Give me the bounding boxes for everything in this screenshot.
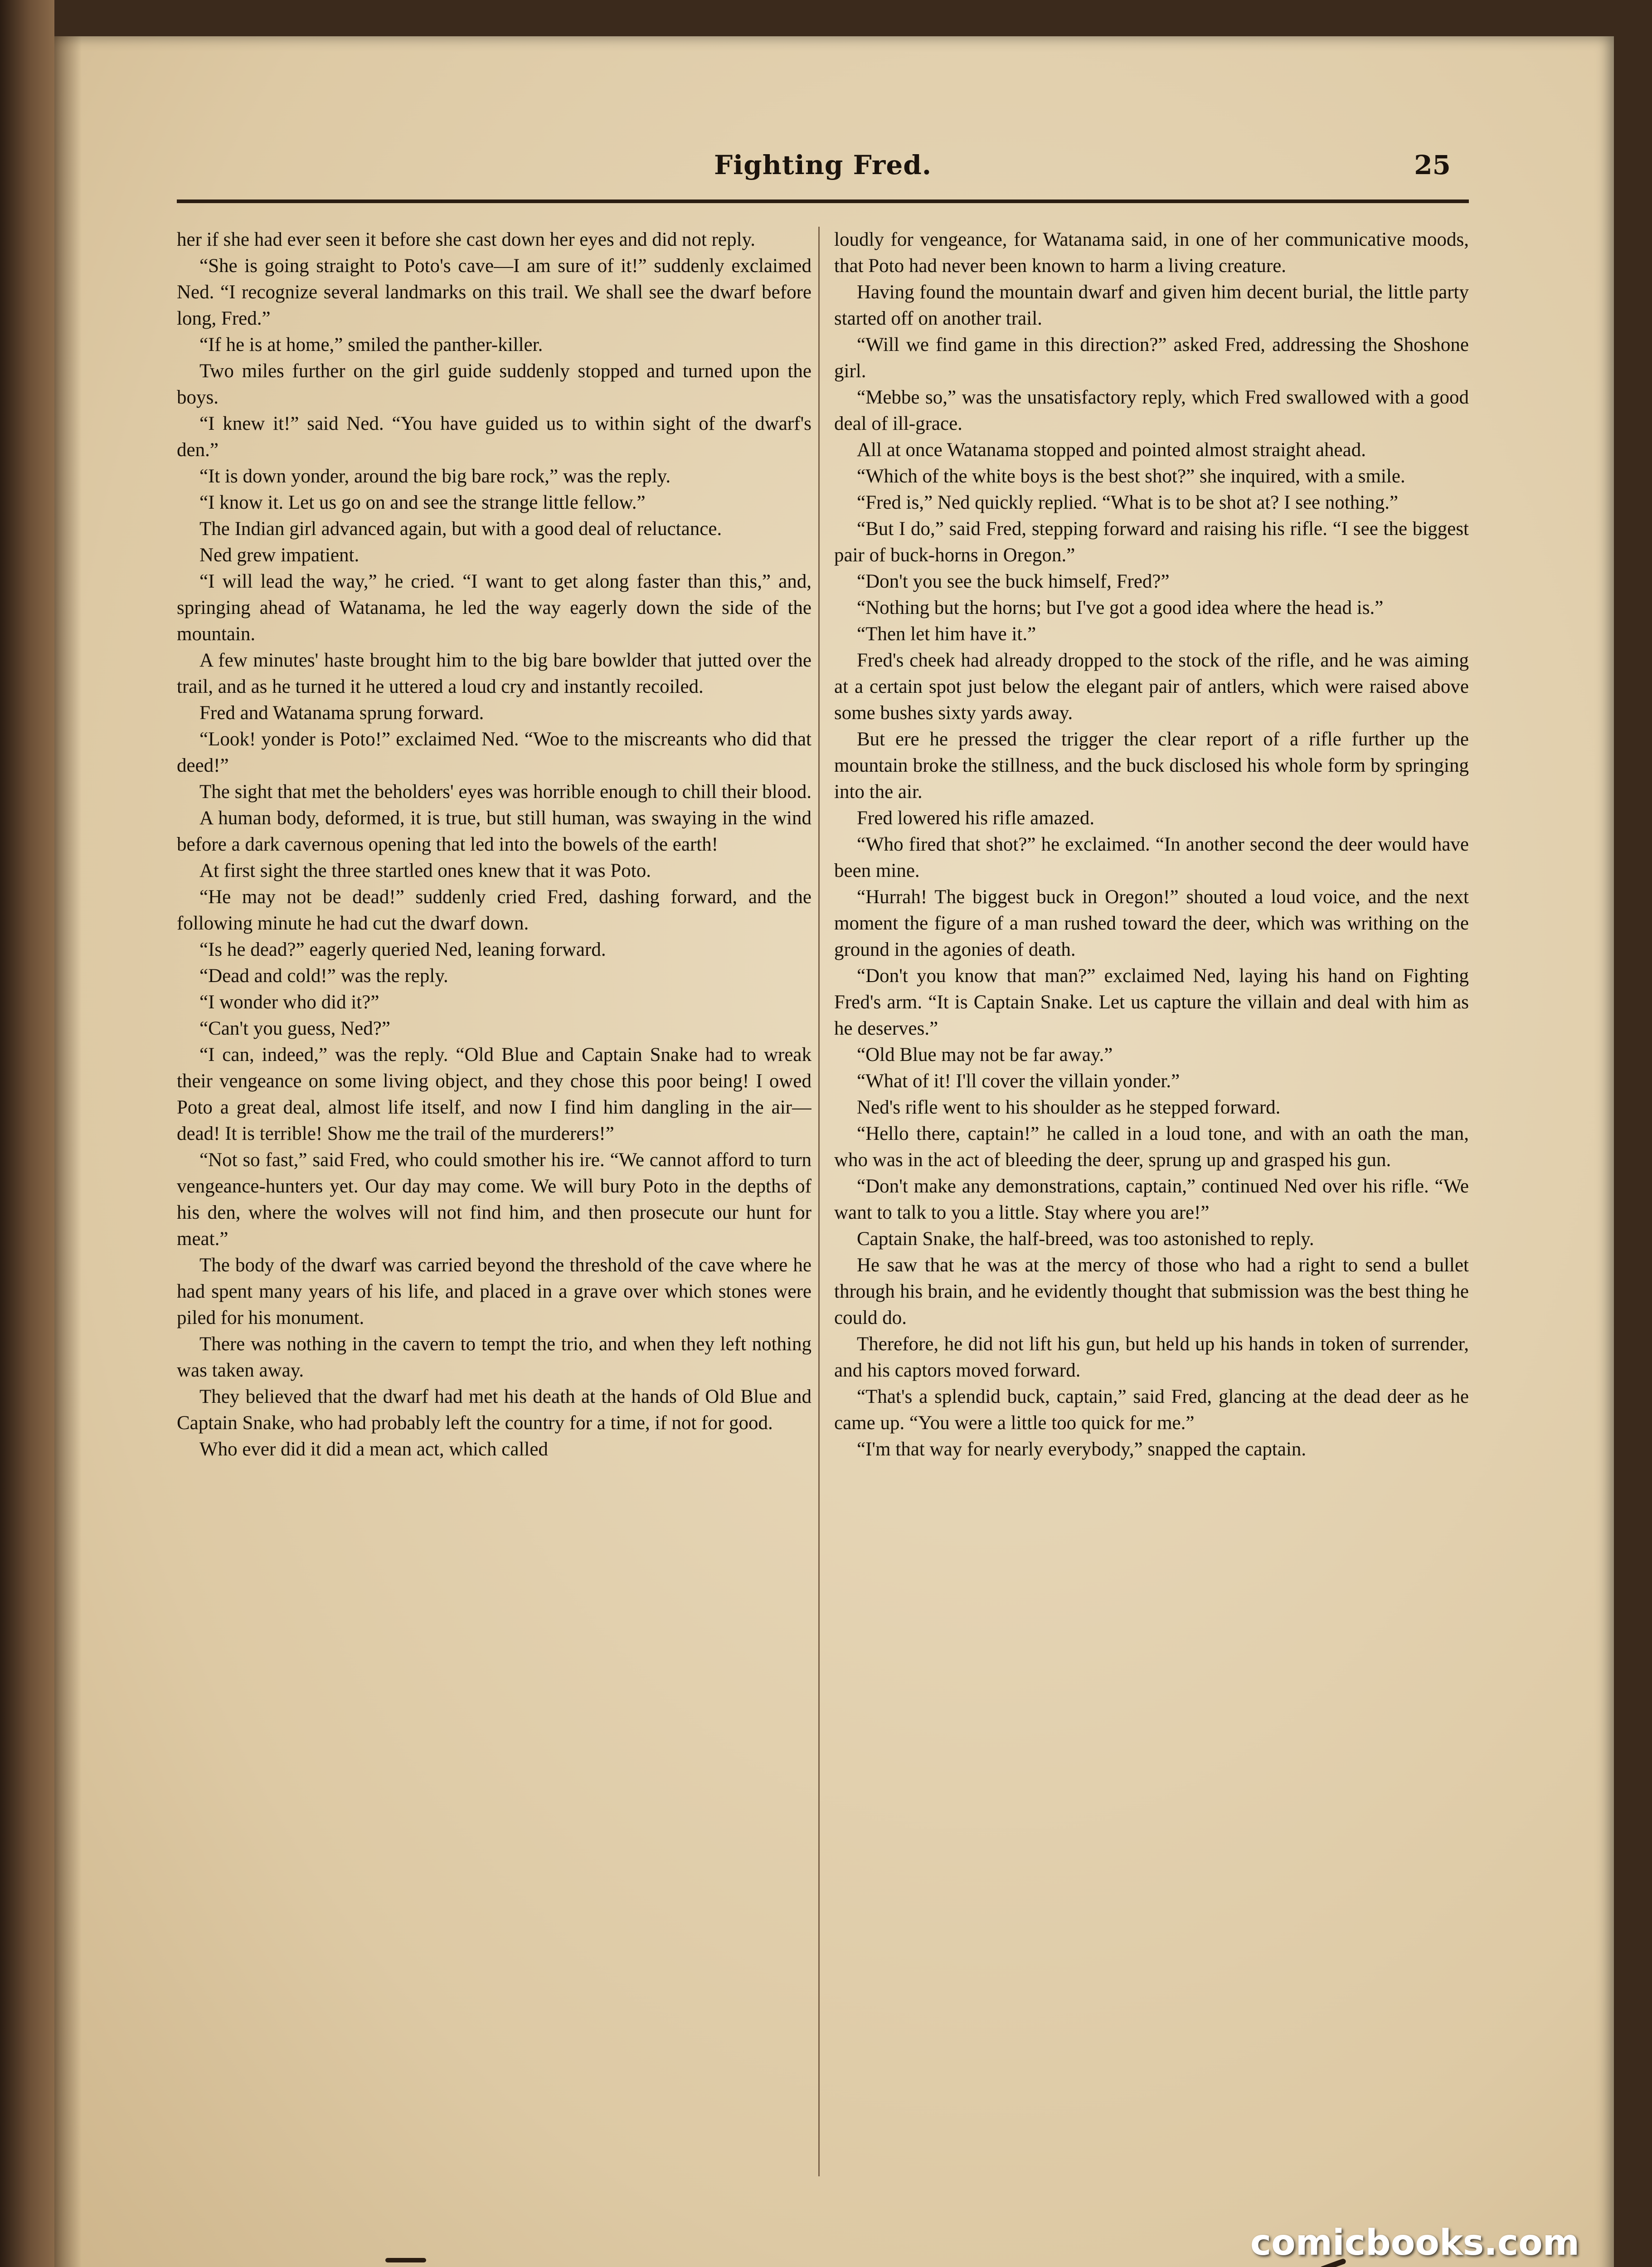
paragraph: “Fred is,” Ned quickly replied. “What is to be shot at? I see nothing.” xyxy=(857,492,1399,513)
paragraph: “Then let him have it.” xyxy=(857,623,1036,645)
paragraph: “Hello there, captain!” he called in a loud tone, and with an oath the man, who was in the act of bleeding the deer, sprung up and grasped his gun. xyxy=(834,1123,1469,1171)
paragraph: “He may not be dead!” suddenly cried Fred, dashing forward, and the following minute he had cut the dwarf down. xyxy=(177,886,811,934)
header-rule xyxy=(177,199,1469,203)
paragraph: Having found the mountain dwarf and given him decent burial, the little party started off on another trail. xyxy=(834,282,1469,329)
paragraph: “Not so fast,” said Fred, who could smother his ire. “We cannot afford to turn vengeance-hunters yet. Our day may come. We will bury Poto in the depths of his den, where the wolves will not find him, and then prosecute our hunt for meat.” xyxy=(177,1149,811,1250)
paragraph: A human body, deformed, it is true, but still human, was swaying in the wind before a dark cavernous opening that led into the bowels of the earth! xyxy=(177,808,811,855)
paragraph: “Mebbe so,” was the unsatisfactory reply, which Fred swallowed with a good deal of ill-grace. xyxy=(834,387,1469,434)
paragraph: They believed that the dwarf had met his death at the hands of Old Blue and Captain Snake, who had probably left the country for a time, if not for good. xyxy=(177,1386,811,1434)
paragraph: “Look! yonder is Poto!” exclaimed Ned. “Woe to the miscreants who did that deed!” xyxy=(177,729,811,776)
paragraph: “Old Blue may not be far away.” xyxy=(857,1044,1113,1065)
paragraph: “Is he dead?” eagerly queried Ned, leaning forward. xyxy=(199,939,606,960)
paragraph: loudly for vengeance, for Watanama said, in one of her communicative moods, that Poto had never been known to harm a living creature. xyxy=(834,229,1469,277)
paragraph: Two miles further on the girl guide suddenly stopped and turned upon the boys. xyxy=(177,360,811,408)
paragraph: “Will we find game in this direction?” asked Fred, addressing the Shoshone girl. xyxy=(834,334,1469,382)
paragraph: “I'm that way for nearly everybody,” snapped the captain. xyxy=(857,1439,1307,1460)
paragraph: “Hurrah! The biggest buck in Oregon!” shouted a loud voice, and the next moment the figure of a man rushed toward the deer, which was writhing on the ground in the agonies of death. xyxy=(834,886,1469,960)
paragraph: “I know it. Let us go on and see the strange little fellow.” xyxy=(199,492,646,513)
paragraph: “Don't you see the buck himself, Fred?” xyxy=(857,571,1170,592)
watermark: comicbooks.com xyxy=(1250,2223,1579,2263)
paragraph: “It is down yonder, around the big bare rock,” was the reply. xyxy=(199,466,671,487)
paragraph: Ned grew impatient. xyxy=(199,545,360,566)
paragraph: The body of the dwarf was carried beyond the threshold of the cave where he had spent many years of his life, and placed in a grave over which stones were piled for his monument. xyxy=(177,1255,811,1328)
paragraph: “I can, indeed,” was the reply. “Old Blue and Captain Snake had to wreak their vengeance on some living object, and they chose this poor being! I owed Poto a great deal, almost life itself, and now I find him dangling in the air—dead! It is terrible! Show me the trail of the murderers!” xyxy=(177,1044,811,1144)
scan-background-left xyxy=(0,0,54,2267)
paragraph: “What of it! I'll cover the villain yonder.” xyxy=(857,1070,1180,1092)
paragraph: The Indian girl advanced again, but with a good deal of reluctance. xyxy=(199,518,722,540)
paragraph: “If he is at home,” smiled the panther-killer. xyxy=(199,334,543,355)
paragraph: At first sight the three startled ones knew that it was Poto. xyxy=(199,860,651,881)
paragraph: Captain Snake, the half-breed, was too astonished to reply. xyxy=(857,1228,1314,1250)
paragraph: Who ever did it did a mean act, which called xyxy=(199,1439,548,1460)
paragraph: “Who fired that shot?” he exclaimed. “In another second the deer would have been mine. xyxy=(834,834,1469,881)
paragraph: Ned's rifle went to his shoulder as he stepped forward. xyxy=(857,1097,1281,1118)
paragraph: “Nothing but the horns; but I've got a good idea where the head is.” xyxy=(857,597,1384,618)
column-divider xyxy=(818,227,820,2176)
paragraph: “Don't you know that man?” exclaimed Ned, laying his hand on Fighting Fred's arm. “It is Captain Snake. Let us capture the villain and deal with him as he deserves.” xyxy=(834,965,1469,1039)
paragraph: “I wonder who did it?” xyxy=(199,992,379,1013)
paragraph: All at once Watanama stopped and pointed almost straight ahead. xyxy=(857,439,1366,461)
paragraph: He saw that he was at the mercy of those who had a right to send a bullet through his brain, and he evidently thought that submission was the best thing he could do. xyxy=(834,1255,1469,1328)
paragraph: “She is going straight to Poto's cave—I am sure of it!” suddenly exclaimed Ned. “I recognize several landmarks on this trail. We shall see the dwarf before long, Fred.” xyxy=(177,255,811,329)
page-header xyxy=(177,150,1469,204)
paragraph: “That's a splendid buck, captain,” said Fred, glancing at the dead deer as he came up. “You were a little too quick for me.” xyxy=(834,1386,1469,1434)
right-column xyxy=(834,227,1469,2176)
paragraph: “Can't you guess, Ned?” xyxy=(199,1018,390,1039)
ink-smudge xyxy=(385,2258,426,2262)
left-column xyxy=(177,227,811,2176)
paragraph: But ere he pressed the trigger the clear report of a rifle further up the mountain broke the stillness, and the buck disclosed his whole form by springing into the air. xyxy=(834,729,1469,803)
paragraph: The sight that met the beholders' eyes was horrible enough to chill their blood. xyxy=(199,781,811,803)
paragraph: “But I do,” said Fred, stepping forward and raising his rifle. “I see the biggest pair of buck-horns in Oregon.” xyxy=(834,518,1469,566)
paragraph: Fred's cheek had already dropped to the stock of the rifle, and he was aiming at a certain spot just below the elegant pair of antlers, which were raised above some bushes sixty yards away. xyxy=(834,650,1469,724)
paragraph: “Dead and cold!” was the reply. xyxy=(199,965,448,987)
paragraph: A few minutes' haste brought him to the big bare bowlder that jutted over the trail, and as he turned it he uttered a loud cry and instantly recoiled. xyxy=(177,650,811,697)
paragraph: Therefore, he did not lift his gun, but held up his hands in token of surrender, and his captors moved forward. xyxy=(834,1333,1469,1381)
paragraph: Fred lowered his rifle amazed. xyxy=(857,808,1095,829)
paragraph: “Which of the white boys is the best shot?” she inquired, with a smile. xyxy=(857,466,1405,487)
paragraph: There was nothing in the cavern to tempt the trio, and when they left nothing was taken away. xyxy=(177,1333,811,1381)
paragraph: “I knew it!” said Ned. “You have guided us to within sight of the dwarf's den.” xyxy=(177,413,811,461)
paragraph: Fred and Watanama sprung forward. xyxy=(199,702,484,724)
page-spine-shadow xyxy=(54,36,82,2267)
paragraph: “Don't make any demonstrations, captain,” continued Ned over his rifle. “We want to talk to you a little. Stay where you are!” xyxy=(834,1176,1469,1223)
paragraph: “I will lead the way,” he cried. “I want to get along faster than this,” and, springing ahead of Watanama, he led the way eagerly down the side of the mountain. xyxy=(177,571,811,645)
paragraph: her if she had ever seen it before she cast down her eyes and did not reply. xyxy=(177,229,755,250)
page-number: 25 xyxy=(1414,150,1451,180)
running-title: Fighting Fred. xyxy=(714,150,932,180)
